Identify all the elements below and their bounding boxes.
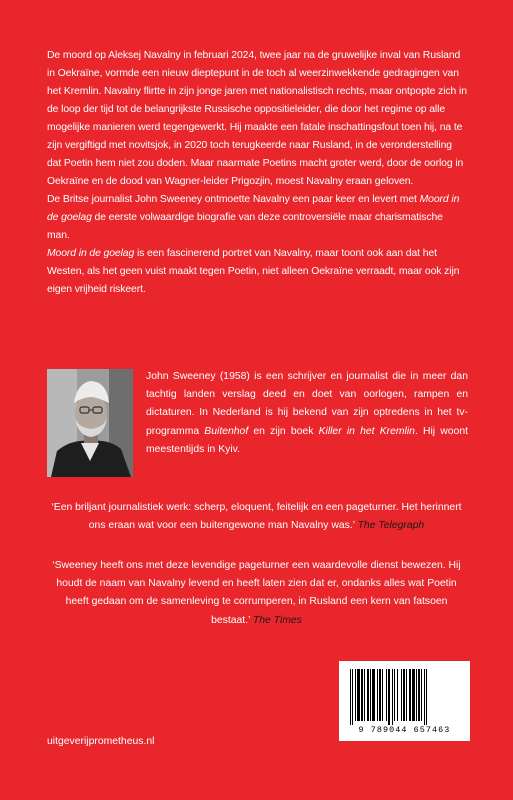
barcode bbox=[339, 661, 470, 741]
author-bio bbox=[146, 368, 468, 459]
blurb-text: de eerste volwaardige biografie van deze controversiële maar charismatische man. bbox=[47, 212, 443, 241]
bio-text: John Sweeney (1958) is een schrijver en journalist die in meer dan tachtig landen verslag deed en doet van oorlogen, rampen en dictaturen. In Nederland is hij bekend van zijn optredens in het tv-programma bbox=[146, 371, 468, 437]
press-quote bbox=[47, 557, 466, 630]
blurb-text: De Britse journalist John Sweeney ontmoette Navalny een paar keer en levert met bbox=[47, 194, 420, 205]
bio-text: en zijn boek bbox=[248, 425, 319, 437]
quote-text bbox=[47, 557, 466, 630]
quote-source: The Times bbox=[252, 614, 302, 626]
press-quote bbox=[47, 499, 466, 535]
book-title: Killer in het Kremlin bbox=[318, 425, 415, 437]
blurb-text: is een fascinerend portret van Navalny, maar toont ook aan dat het Westen, als het geen vuist maakt tegen Poetin, niet alleen Oekraïne verraadt, maar ook zijn eigen vrijheid riskeert. bbox=[47, 248, 460, 295]
book-title: Moord in de goelag bbox=[47, 248, 135, 259]
blurb-paragraph-1: De moord op Aleksej Navalny in februari 2024, twee jaar na de gruwelijke inval van Rusland in Oekraïne, vormde een nieuw dieptepunt in de toch al weerzinwekkende gedragingen van het Kremlin. Navalny flirtte in zijn jonge jaren met nationalistisch rechts, maar ontpopte zich in de loop der tijd tot de belangrijkste Russische oppositieleider, die door het regime op alle mogelijke manieren werd tegengewerkt. Hij maakte een fatale inschattingsfout toen hij, na te zijn vergiftigd met novitsjok, in 2020 toch terugkeerde naar Rusland, in de veronderstelling dat Poetin hem niet zou doden. Maar naarmate Poetins macht groter werd, door de oorlog in Oekraïne en de dood van Wagner-leider Prigozjin, moest Navalny eraan geloven. bbox=[47, 50, 467, 187]
quote-source: The Telegraph bbox=[357, 520, 425, 532]
quote-body: ‘Sweeney heeft ons met deze levendige pageturner een waardevolle dienst bewezen. Hij houdt de naam van Navalny levend en heeft laten zien dat er, ondanks alles wat Poetin heeft gedaan om de samenleving te corrumperen, in Rusland een kern van fatsoen bestaat.’ bbox=[52, 560, 461, 626]
author-photo bbox=[47, 369, 133, 477]
isbn-number: 9 789044 657463 bbox=[358, 725, 451, 735]
book-title: Moord in de goelag bbox=[47, 194, 460, 223]
tv-show-title: Buitenhof bbox=[204, 425, 249, 437]
quote-body: ‘Een briljant journalistiek werk: scherp, eloquent, feitelijk en een pageturner. Het herinnert ons eraan wat voor een buitengewone man Navalny was.’ bbox=[51, 502, 462, 532]
author-portrait-icon bbox=[47, 369, 133, 477]
book-blurb bbox=[47, 47, 467, 299]
barcode-bars-icon bbox=[348, 669, 461, 725]
blurb-paragraph-3 bbox=[47, 245, 467, 299]
author-bio-text bbox=[146, 368, 468, 459]
quote-text bbox=[47, 499, 466, 535]
blurb-paragraph-2 bbox=[47, 191, 467, 245]
bio-text: . Hij woont meestentijds in Kyiv. bbox=[146, 425, 469, 455]
publisher-url[interactable]: uitgeverijprometheus.nl bbox=[47, 736, 155, 747]
